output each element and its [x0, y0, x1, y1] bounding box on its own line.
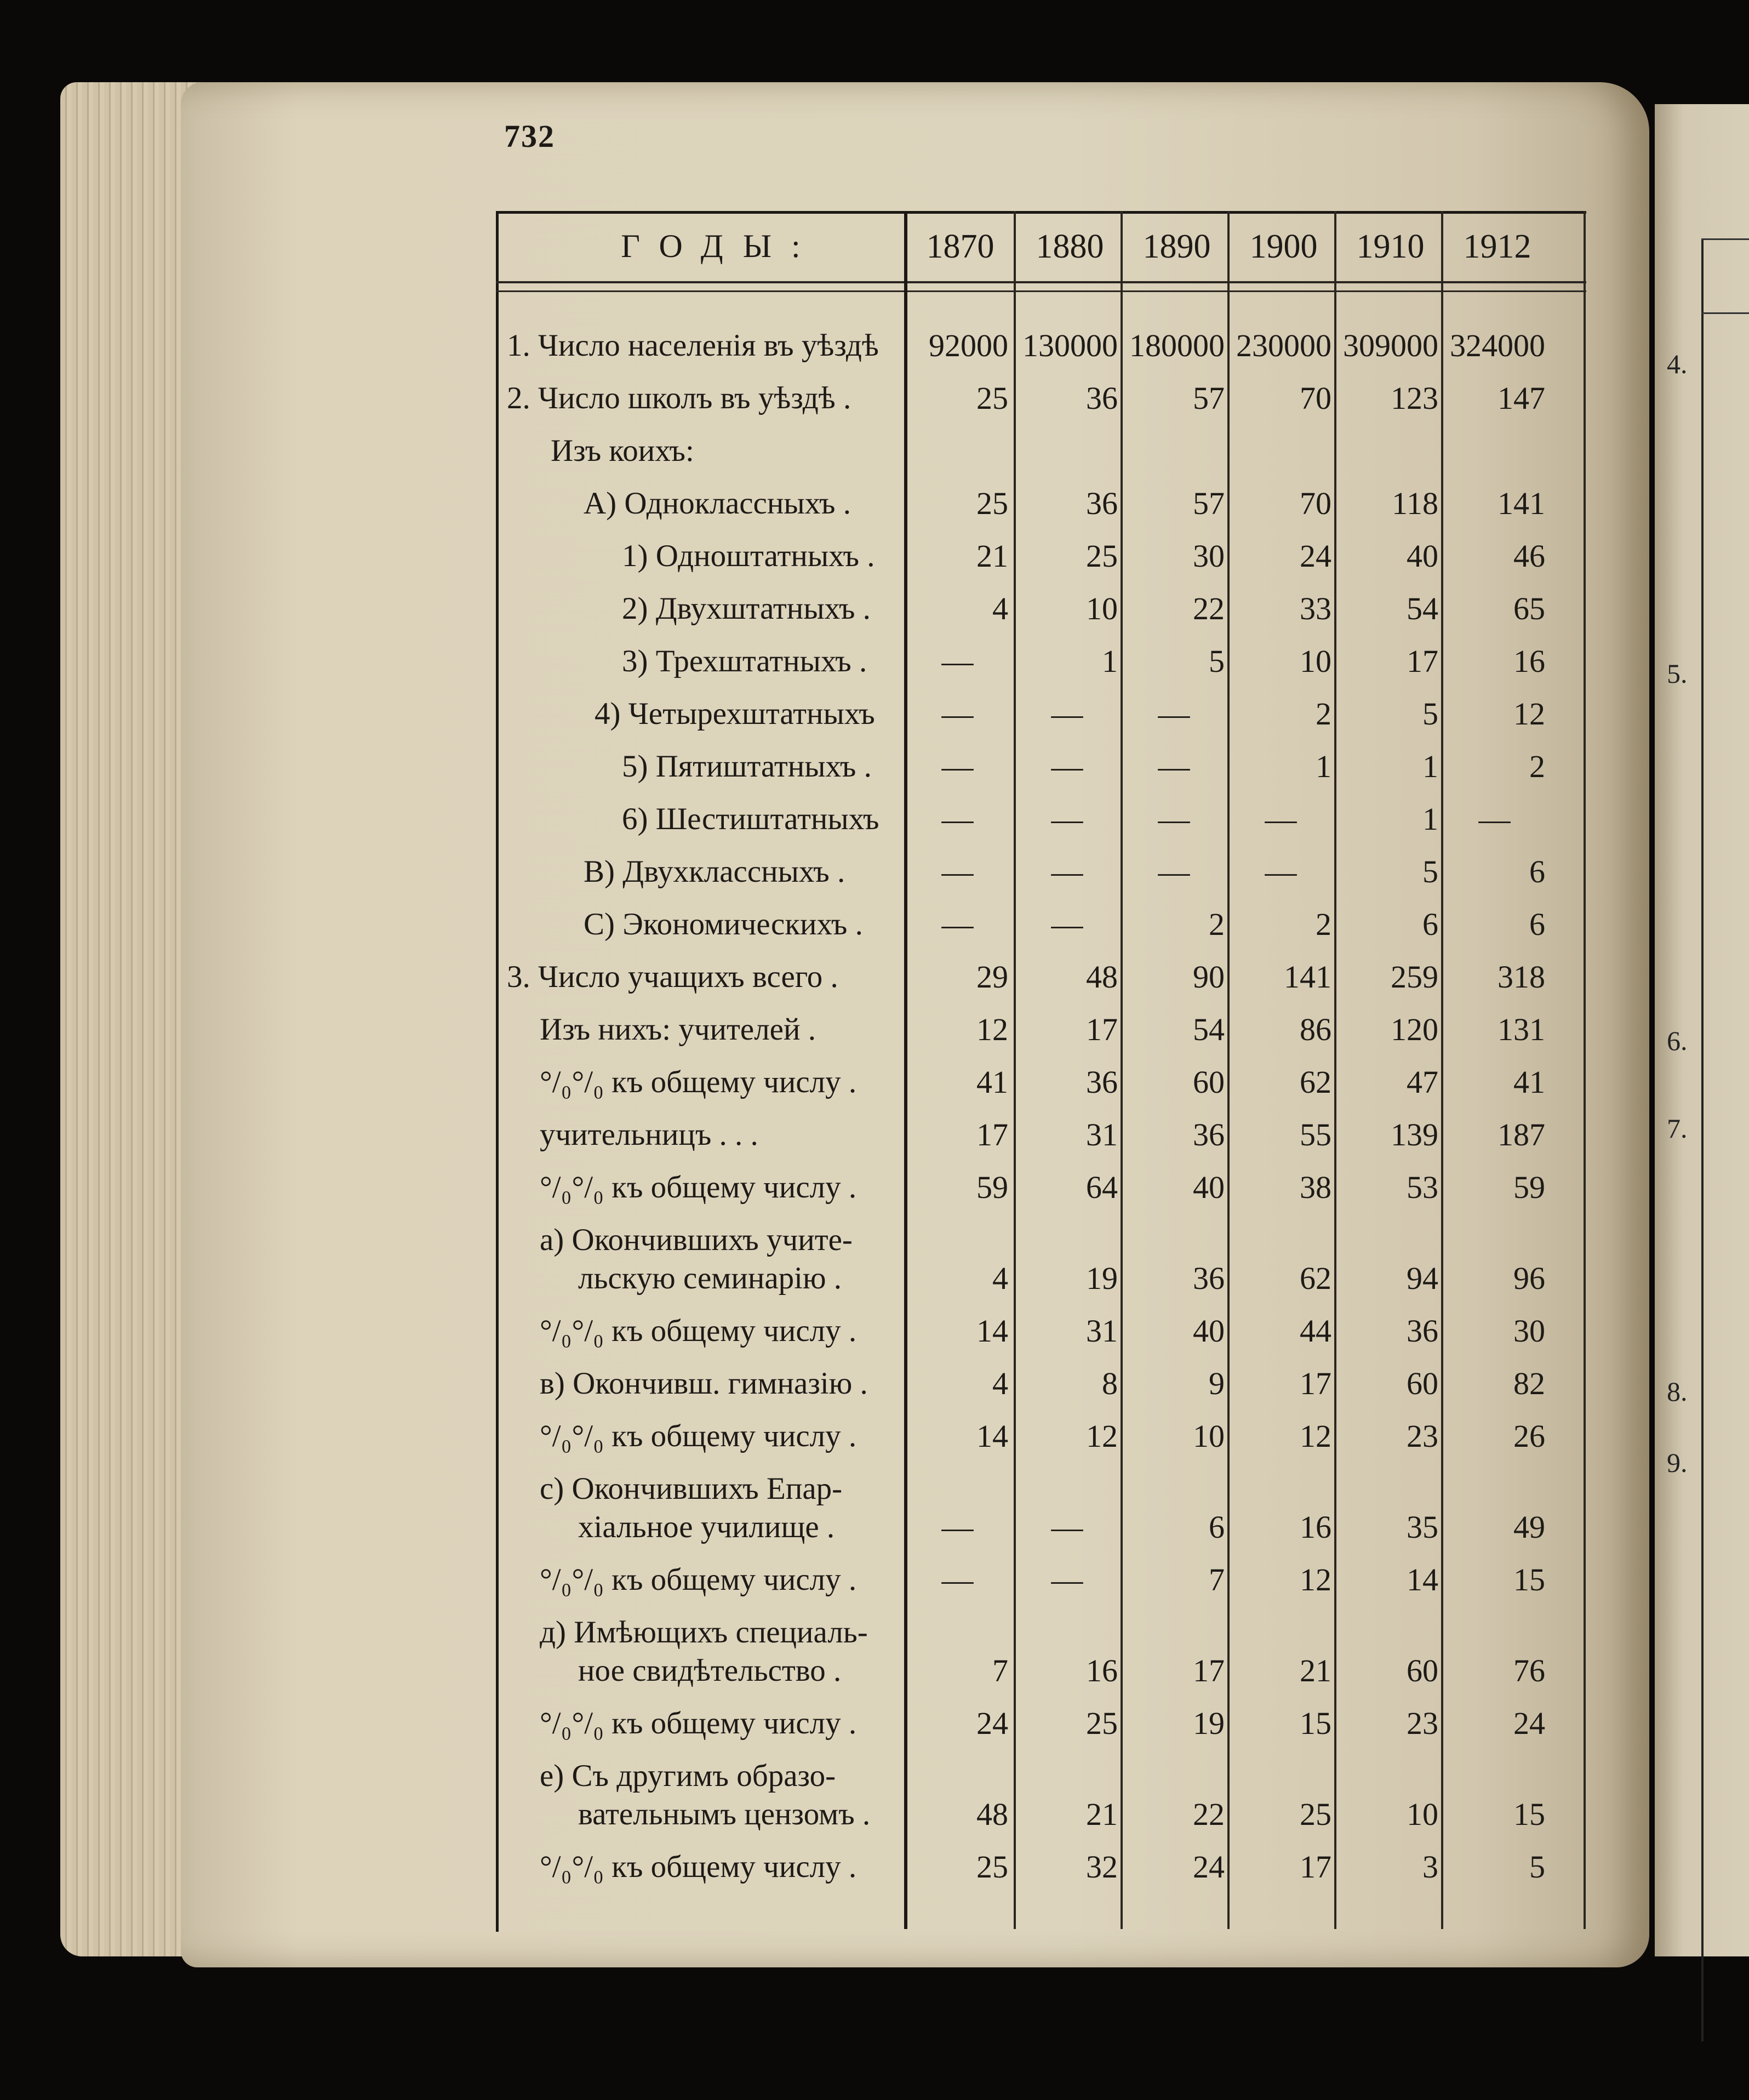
table-cell: 54	[1193, 1012, 1225, 1047]
table-cell: 40	[1193, 1169, 1225, 1205]
table-cell: 8	[1102, 1366, 1118, 1401]
table-cell: 17	[1300, 1849, 1331, 1885]
table-cell: 32	[1086, 1849, 1118, 1885]
table-cell: 21	[1086, 1796, 1118, 1832]
table-cell: 76	[1513, 1653, 1545, 1688]
table-cell: 12	[1300, 1418, 1331, 1454]
facing-page-number: 4.	[1667, 349, 1688, 379]
table-cell: 17	[1086, 1012, 1118, 1047]
table-cell: —	[1158, 854, 1190, 889]
column-rule	[1584, 211, 1586, 1929]
table-cell: 25	[976, 486, 1008, 521]
row-label: А) Одноклассныхъ .	[584, 486, 851, 521]
table-cell: 21	[976, 538, 1008, 574]
table-cell: 180000	[1129, 328, 1225, 363]
table-cell: 5	[1529, 1849, 1545, 1885]
table-cell: 14	[976, 1313, 1008, 1349]
table-cell: —	[1158, 696, 1190, 732]
row-label: с) Окончившихъ Епар-	[540, 1471, 843, 1506]
table-cell: 36	[1086, 486, 1118, 521]
facing-page-number: 5.	[1667, 658, 1688, 689]
statistics-table	[496, 211, 1586, 1932]
table-cell: 17	[976, 1117, 1008, 1152]
table-cell: 15	[1513, 1562, 1545, 1597]
table-cell: 70	[1300, 380, 1331, 416]
table-cell: 38	[1300, 1169, 1331, 1205]
year-header: 1880	[1036, 228, 1104, 265]
year-header: 1890	[1142, 228, 1211, 265]
table-cell: 62	[1300, 1064, 1331, 1100]
table-cell: 48	[976, 1796, 1008, 1832]
table-cell: 15	[1300, 1705, 1331, 1741]
table-cell: 36	[1407, 1313, 1438, 1349]
table-cell: 309000	[1343, 328, 1438, 363]
table-cell: 25	[1086, 538, 1118, 574]
table-left-rule	[496, 211, 499, 1932]
facing-page-number: 9.	[1667, 1447, 1688, 1478]
table-cell: 24	[1193, 1849, 1225, 1885]
table-cell: 49	[1513, 1509, 1545, 1545]
table-cell: 16	[1513, 643, 1545, 679]
table-cell: 141	[1497, 486, 1545, 521]
table-cell: 90	[1193, 959, 1225, 995]
column-rule	[1121, 211, 1123, 1929]
page-number: 732	[504, 118, 555, 154]
table-cell: 31	[1086, 1117, 1118, 1152]
table-cell: 64	[1086, 1169, 1118, 1205]
table-cell: 24	[976, 1705, 1008, 1741]
table-cell: —	[941, 906, 974, 942]
table-cell: 12	[1300, 1562, 1331, 1597]
row-label: Изъ коихъ:	[551, 433, 694, 468]
table-cell: —	[1478, 801, 1511, 837]
facing-page-edge	[1655, 104, 1749, 1956]
table-cell: 96	[1513, 1260, 1545, 1296]
header-rule	[496, 290, 1586, 292]
table-cell: 82	[1513, 1366, 1545, 1401]
table-cell: 35	[1407, 1509, 1438, 1545]
table-cell: —	[941, 801, 974, 837]
table-cell: 16	[1300, 1509, 1331, 1545]
table-cell: 86	[1300, 1012, 1331, 1047]
table-cell: 14	[1407, 1562, 1438, 1597]
facing-page-hrule	[1701, 238, 1749, 240]
table-cell: —	[941, 1562, 974, 1597]
table-cell: 23	[1407, 1705, 1438, 1741]
table-cell: 10	[1300, 643, 1331, 679]
table-cell: 187	[1497, 1117, 1545, 1152]
table-cell: 1	[1422, 801, 1438, 837]
table-cell: 5	[1209, 643, 1225, 679]
row-label: 3) Трехштатныхъ .	[622, 644, 867, 678]
table-cell: 36	[1086, 1064, 1118, 1100]
table-cell: 65	[1513, 591, 1545, 626]
table-cell: 29	[976, 959, 1008, 995]
table-cell: —	[1051, 906, 1083, 942]
table-cell: 130000	[1022, 328, 1118, 363]
table-cell: 139	[1391, 1117, 1438, 1152]
table-cell: 1	[1422, 749, 1438, 784]
row-label: 2) Двухштатныхъ .	[622, 591, 871, 626]
table-cell: 118	[1392, 486, 1438, 521]
table-cell: 3	[1422, 1849, 1438, 1885]
facing-page-number: 6.	[1667, 1025, 1688, 1056]
table-cell: 23	[1407, 1418, 1438, 1454]
row-label: 5) Пятиштатныхъ .	[622, 749, 872, 784]
table-cell: 324000	[1450, 328, 1545, 363]
table-cell: 120	[1391, 1012, 1438, 1047]
table-cell: 15	[1513, 1796, 1545, 1832]
table-cell: —	[941, 643, 974, 679]
table-cell: —	[1051, 854, 1083, 889]
table-cell: 12	[1513, 696, 1545, 732]
table-cell: 36	[1086, 380, 1118, 416]
row-label: а) Окончившихъ учите-	[540, 1223, 853, 1257]
table-cell: 6	[1422, 906, 1438, 942]
row-label: 6) Шестиштатныхъ	[622, 802, 879, 836]
table-cell: 26	[1513, 1418, 1545, 1454]
table-cell: 92000	[929, 328, 1008, 363]
table-cell: 62	[1300, 1260, 1331, 1296]
facing-page-rule	[1701, 238, 1704, 2041]
table-cell: 57	[1193, 486, 1225, 521]
table-cell: 7	[992, 1653, 1008, 1688]
table-cell: 6	[1529, 906, 1545, 942]
table-cell: 44	[1300, 1313, 1331, 1349]
table-cell: 17	[1193, 1653, 1225, 1688]
row-label: 1. Число населенія въ уѣздѣ	[507, 328, 879, 363]
table-cell: 2	[1316, 696, 1331, 732]
header-label: ГОДЫ:	[621, 228, 820, 264]
facing-page-hrule	[1701, 312, 1749, 314]
row-label: °/₀°/₀ къ общему числу .	[540, 1065, 857, 1099]
table-cell: 60	[1193, 1064, 1225, 1100]
table-cell: 2	[1316, 906, 1331, 942]
table-cell: 47	[1407, 1064, 1438, 1100]
table-cell: 259	[1391, 959, 1438, 995]
row-label: В) Двухклассныхъ .	[584, 854, 845, 889]
table-cell: 4	[992, 1366, 1008, 1401]
table-cell: 70	[1300, 486, 1331, 521]
column-rule	[1441, 211, 1443, 1929]
table-cell: 36	[1193, 1260, 1225, 1296]
row-label: 3. Число учащихъ всего .	[507, 960, 838, 994]
table-cell: 19	[1086, 1260, 1118, 1296]
table-cell: 25	[976, 380, 1008, 416]
table-cell: 2	[1529, 749, 1545, 784]
row-label: 4) Четырехштатныхъ	[595, 697, 875, 731]
header-rule	[496, 281, 1586, 283]
row-label: С) Экономическихъ .	[584, 907, 863, 941]
table-cell: —	[1051, 696, 1083, 732]
table-cell: 7	[1209, 1562, 1225, 1597]
row-label: °/₀°/₀ къ общему числу .	[540, 1314, 857, 1348]
row-label: е) Съ другимъ образо-	[540, 1759, 836, 1793]
table-cell: —	[1265, 801, 1297, 837]
table-cell: 1	[1102, 643, 1118, 679]
table-cell: —	[1051, 1509, 1083, 1545]
row-label: ное свидѣтельство .	[578, 1653, 842, 1688]
table-cell: 19	[1193, 1705, 1225, 1741]
table-cell: 33	[1300, 591, 1331, 626]
row-label: в) Окончивш. гимназію .	[540, 1366, 868, 1401]
table-cell: —	[1265, 854, 1297, 889]
row-label: °/₀°/₀ къ общему числу .	[540, 1562, 857, 1597]
facing-page-number: 7.	[1667, 1113, 1688, 1144]
table-cell: 141	[1284, 959, 1331, 995]
table-cell: 25	[1300, 1796, 1331, 1832]
table-cell: 57	[1193, 380, 1225, 416]
year-header: 1870	[926, 228, 994, 265]
table-cell: 10	[1407, 1796, 1438, 1832]
row-label: льскую семинарію .	[578, 1261, 842, 1296]
table-cell: 53	[1407, 1169, 1438, 1205]
facing-page-number: 8.	[1667, 1376, 1688, 1407]
table-cell: 41	[1513, 1064, 1545, 1100]
table-cell: 17	[1300, 1366, 1331, 1401]
table-cell: 4	[992, 591, 1008, 626]
table-cell: 22	[1193, 1796, 1225, 1832]
table-cell: 54	[1407, 591, 1438, 626]
row-label: хіальное училище .	[578, 1510, 835, 1544]
row-label: °/₀°/₀ къ общему числу .	[540, 1419, 857, 1453]
table-cell: 36	[1193, 1117, 1225, 1152]
table-cell: 2	[1209, 906, 1225, 942]
table-cell: 31	[1086, 1313, 1118, 1349]
column-rule	[1014, 211, 1016, 1929]
table-cell: 16	[1086, 1653, 1118, 1688]
year-header: 1910	[1356, 228, 1425, 265]
table-cell: 55	[1300, 1117, 1331, 1152]
table-cell: 10	[1086, 591, 1118, 626]
table-cell: 30	[1193, 538, 1225, 574]
table-cell: 59	[976, 1169, 1008, 1205]
table-cell: 24	[1513, 1705, 1545, 1741]
table-cell: 10	[1193, 1418, 1225, 1454]
year-header: 1900	[1249, 228, 1318, 265]
row-label: 1) Одноштатныхъ .	[622, 539, 875, 573]
column-rule	[1334, 211, 1336, 1929]
row-label: °/₀°/₀ къ общему числу .	[540, 1850, 857, 1884]
table-cell: 6	[1529, 854, 1545, 889]
table-cell: 5	[1422, 854, 1438, 889]
table-cell: 60	[1407, 1366, 1438, 1401]
table-cell: 14	[976, 1418, 1008, 1454]
table-cell: —	[1158, 749, 1190, 784]
table-cell: 40	[1407, 538, 1438, 574]
table-cell: 12	[1086, 1418, 1118, 1454]
table-cell: 318	[1497, 959, 1545, 995]
row-label: °/₀°/₀ къ общему числу .	[540, 1706, 857, 1741]
table-cell: —	[941, 1509, 974, 1545]
table-cell: 60	[1407, 1653, 1438, 1688]
table-cell: 22	[1193, 591, 1225, 626]
table-cell: 147	[1497, 380, 1545, 416]
table-cell: 25	[976, 1849, 1008, 1885]
table-cell: —	[1051, 801, 1083, 837]
table-cell: 6	[1209, 1509, 1225, 1545]
table-cell: 17	[1407, 643, 1438, 679]
row-label: 2. Число школъ въ уѣздѣ .	[507, 381, 851, 415]
table-cell: 5	[1422, 696, 1438, 732]
table-cell: 230000	[1236, 328, 1331, 363]
table-cell: 25	[1086, 1705, 1118, 1741]
table-cell: —	[1158, 801, 1190, 837]
table-cell: 123	[1391, 380, 1438, 416]
row-label: учительницъ . . .	[540, 1117, 758, 1152]
table-top-rule	[496, 211, 1586, 214]
column-rule	[1227, 211, 1230, 1929]
table-cell: 59	[1513, 1169, 1545, 1205]
table-cell: 1	[1316, 749, 1331, 784]
table-cell: —	[1051, 1562, 1083, 1597]
table-cell: 46	[1513, 538, 1545, 574]
row-label: °/₀°/₀ къ общему числу .	[540, 1170, 857, 1205]
table-cell: 48	[1086, 959, 1118, 995]
row-label: вательнымъ цензомъ .	[578, 1797, 871, 1831]
year-header: 1912	[1463, 228, 1531, 265]
table-cell: 12	[976, 1012, 1008, 1047]
table-cell: —	[941, 749, 974, 784]
table-cell: 30	[1513, 1313, 1545, 1349]
table-cell: —	[941, 696, 974, 732]
row-label: Изъ нихъ: учителей .	[540, 1012, 816, 1047]
table-cell: 4	[992, 1260, 1008, 1296]
table-cell: 94	[1407, 1260, 1438, 1296]
row-label: д) Имѣющихъ специаль-	[540, 1615, 868, 1650]
table-cell: 24	[1300, 538, 1331, 574]
table-cell: 40	[1193, 1313, 1225, 1349]
table-cell: 21	[1300, 1653, 1331, 1688]
table-cell: 131	[1497, 1012, 1545, 1047]
table-cell: —	[941, 854, 974, 889]
table-cell: 41	[976, 1064, 1008, 1100]
table-cell: —	[1051, 749, 1083, 784]
table-cell: 9	[1209, 1366, 1225, 1401]
